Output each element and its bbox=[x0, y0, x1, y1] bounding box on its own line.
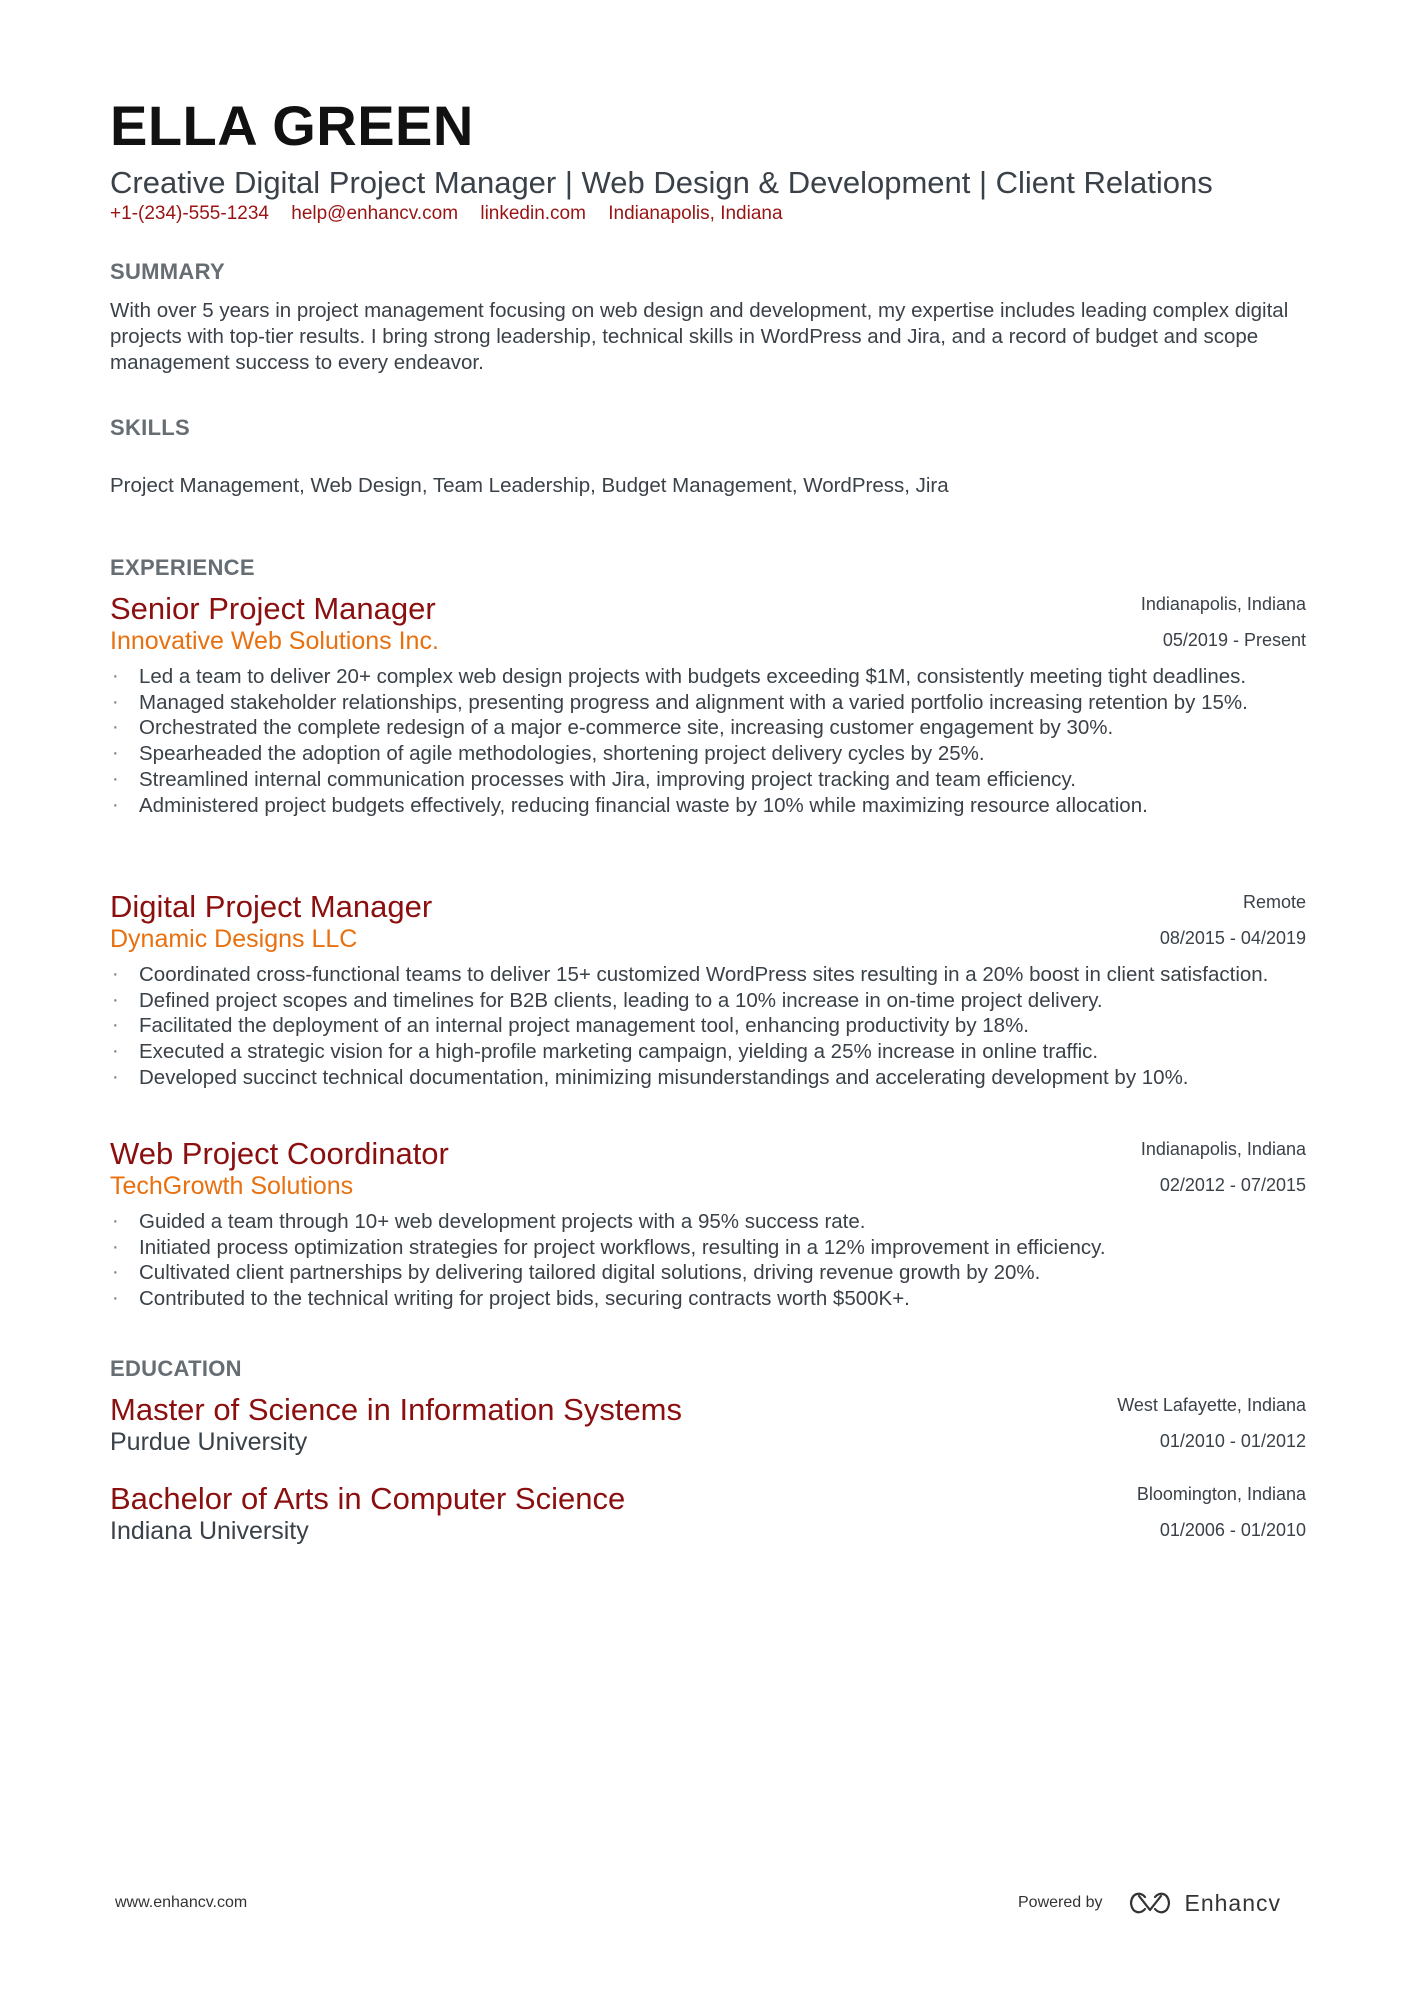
candidate-name: ELLA GREEN bbox=[110, 94, 474, 157]
powered-by-label: Powered by bbox=[1018, 1894, 1103, 1911]
education-location: Bloomington, Indiana bbox=[1136, 1484, 1306, 1504]
job-bullets bbox=[110, 962, 1306, 1091]
skills-text: Project Management, Web Design, Team Leadership, Budget Management, WordPress, Jira bbox=[110, 474, 949, 497]
education-location: West Lafayette, Indiana bbox=[1117, 1395, 1306, 1415]
job-bullets bbox=[110, 664, 1306, 818]
bullet-item: · Executed a strategic vision for a high-profile marketing campaign, yielding a 25% increase in online traffic. bbox=[110, 1039, 1306, 1065]
enhancv-brand[interactable]: Enhancv bbox=[1184, 1889, 1282, 1916]
footer-branding bbox=[1018, 1888, 1281, 1918]
summary-heading: SUMMARY bbox=[110, 259, 225, 284]
bullet-item: · Orchestrated the complete redesign of a major e-commerce site, increasing customer engagement by 30%. bbox=[110, 715, 1306, 741]
experience-heading: EXPERIENCE bbox=[110, 555, 255, 580]
job-title: Digital Project Manager bbox=[110, 889, 433, 924]
bullet-item: · Spearheaded the adoption of agile methodologies, shortening project delivery cycles by 25%. bbox=[110, 741, 1306, 767]
job-location: Remote bbox=[1242, 892, 1306, 912]
bullet-item: · Developed succinct technical documentation, minimizing misunderstandings and accelerating development by 10%. bbox=[110, 1065, 1306, 1091]
bullet-item: · Administered project budgets effectively, reducing financial waste by 10% while maximizing resource allocation. bbox=[110, 793, 1306, 819]
job-dates: 02/2012 - 07/2015 bbox=[1159, 1175, 1306, 1195]
summary-text: With over 5 years in project management focusing on web design and development, my expertise includes leading complex digital projects with top-tier results. I bring strong leadership, technical skills in WordPress and Jira, and a record of budget and scope management success to every endeavor. bbox=[110, 299, 1289, 374]
bullet-item: · Facilitated the deployment of an internal project management tool, enhancing productivity by 18%. bbox=[110, 1013, 1306, 1039]
skills-heading: SKILLS bbox=[110, 415, 191, 440]
headline: Creative Digital Project Manager | Web Design & Development | Client Relations bbox=[110, 165, 1213, 200]
job-location: Indianapolis, Indiana bbox=[1140, 1139, 1306, 1159]
contact-info bbox=[110, 203, 800, 225]
bullet-item: · Contributed to the technical writing for project bids, securing contracts worth $500K+. bbox=[110, 1286, 1306, 1312]
enhancv-logo-icon bbox=[1127, 1890, 1173, 1916]
education-dates: 01/2010 - 01/2012 bbox=[1159, 1431, 1306, 1451]
job-dates: 05/2019 - Present bbox=[1162, 630, 1306, 650]
bullet-item: · Cultivated client partnerships by delivering tailored digital solutions, driving revenue growth by 20%. bbox=[110, 1260, 1306, 1286]
contact-linkedin[interactable]: linkedin.com bbox=[480, 203, 586, 224]
job-dates: 08/2015 - 04/2019 bbox=[1159, 928, 1306, 948]
contact-email[interactable]: help@enhancv.com bbox=[291, 203, 459, 224]
bullet-item: · Streamlined internal communication processes with Jira, improving project tracking and team efficiency. bbox=[110, 767, 1306, 793]
school-name: Indiana University bbox=[110, 1517, 309, 1545]
education-heading: EDUCATION bbox=[110, 1356, 242, 1381]
job-bullets bbox=[110, 1209, 1306, 1312]
education-dates: 01/2006 - 01/2010 bbox=[1159, 1520, 1306, 1540]
job-location: Indianapolis, Indiana bbox=[1140, 594, 1306, 614]
job-company: Innovative Web Solutions Inc. bbox=[110, 627, 439, 655]
job-company: TechGrowth Solutions bbox=[110, 1172, 354, 1200]
school-name: Purdue University bbox=[110, 1428, 308, 1456]
bullet-item: · Coordinated cross-functional teams to deliver 15+ customized WordPress sites resulting in a 20% boost in client satisfaction. bbox=[110, 962, 1306, 988]
job-company: Dynamic Designs LLC bbox=[110, 925, 358, 953]
bullet-item: · Defined project scopes and timelines for B2B clients, leading to a 10% increase in on-time project delivery. bbox=[110, 988, 1306, 1014]
degree-title: Master of Science in Information Systems bbox=[110, 1392, 683, 1427]
footer-website[interactable]: www.enhancv.com bbox=[115, 1894, 248, 1911]
bullet-item: · Managed stakeholder relationships, presenting progress and alignment with a varied portfolio increasing retention by 15%. bbox=[110, 690, 1306, 716]
job-title: Senior Project Manager bbox=[110, 591, 436, 626]
bullet-item: · Initiated process optimization strategies for project workflows, resulting in a 12% improvement in efficiency. bbox=[110, 1235, 1306, 1261]
contact-location: Indianapolis, Indiana bbox=[608, 203, 783, 224]
degree-title: Bachelor of Arts in Computer Science bbox=[110, 1481, 626, 1516]
contact-phone[interactable]: +1-(234)-555-1234 bbox=[110, 203, 269, 224]
job-title: Web Project Coordinator bbox=[110, 1136, 449, 1171]
bullet-item: · Led a team to deliver 20+ complex web design projects with budgets exceeding $1M, consistently meeting tight deadlines. bbox=[110, 664, 1306, 690]
bullet-item: · Guided a team through 10+ web development projects with a 95% success rate. bbox=[110, 1209, 1306, 1235]
